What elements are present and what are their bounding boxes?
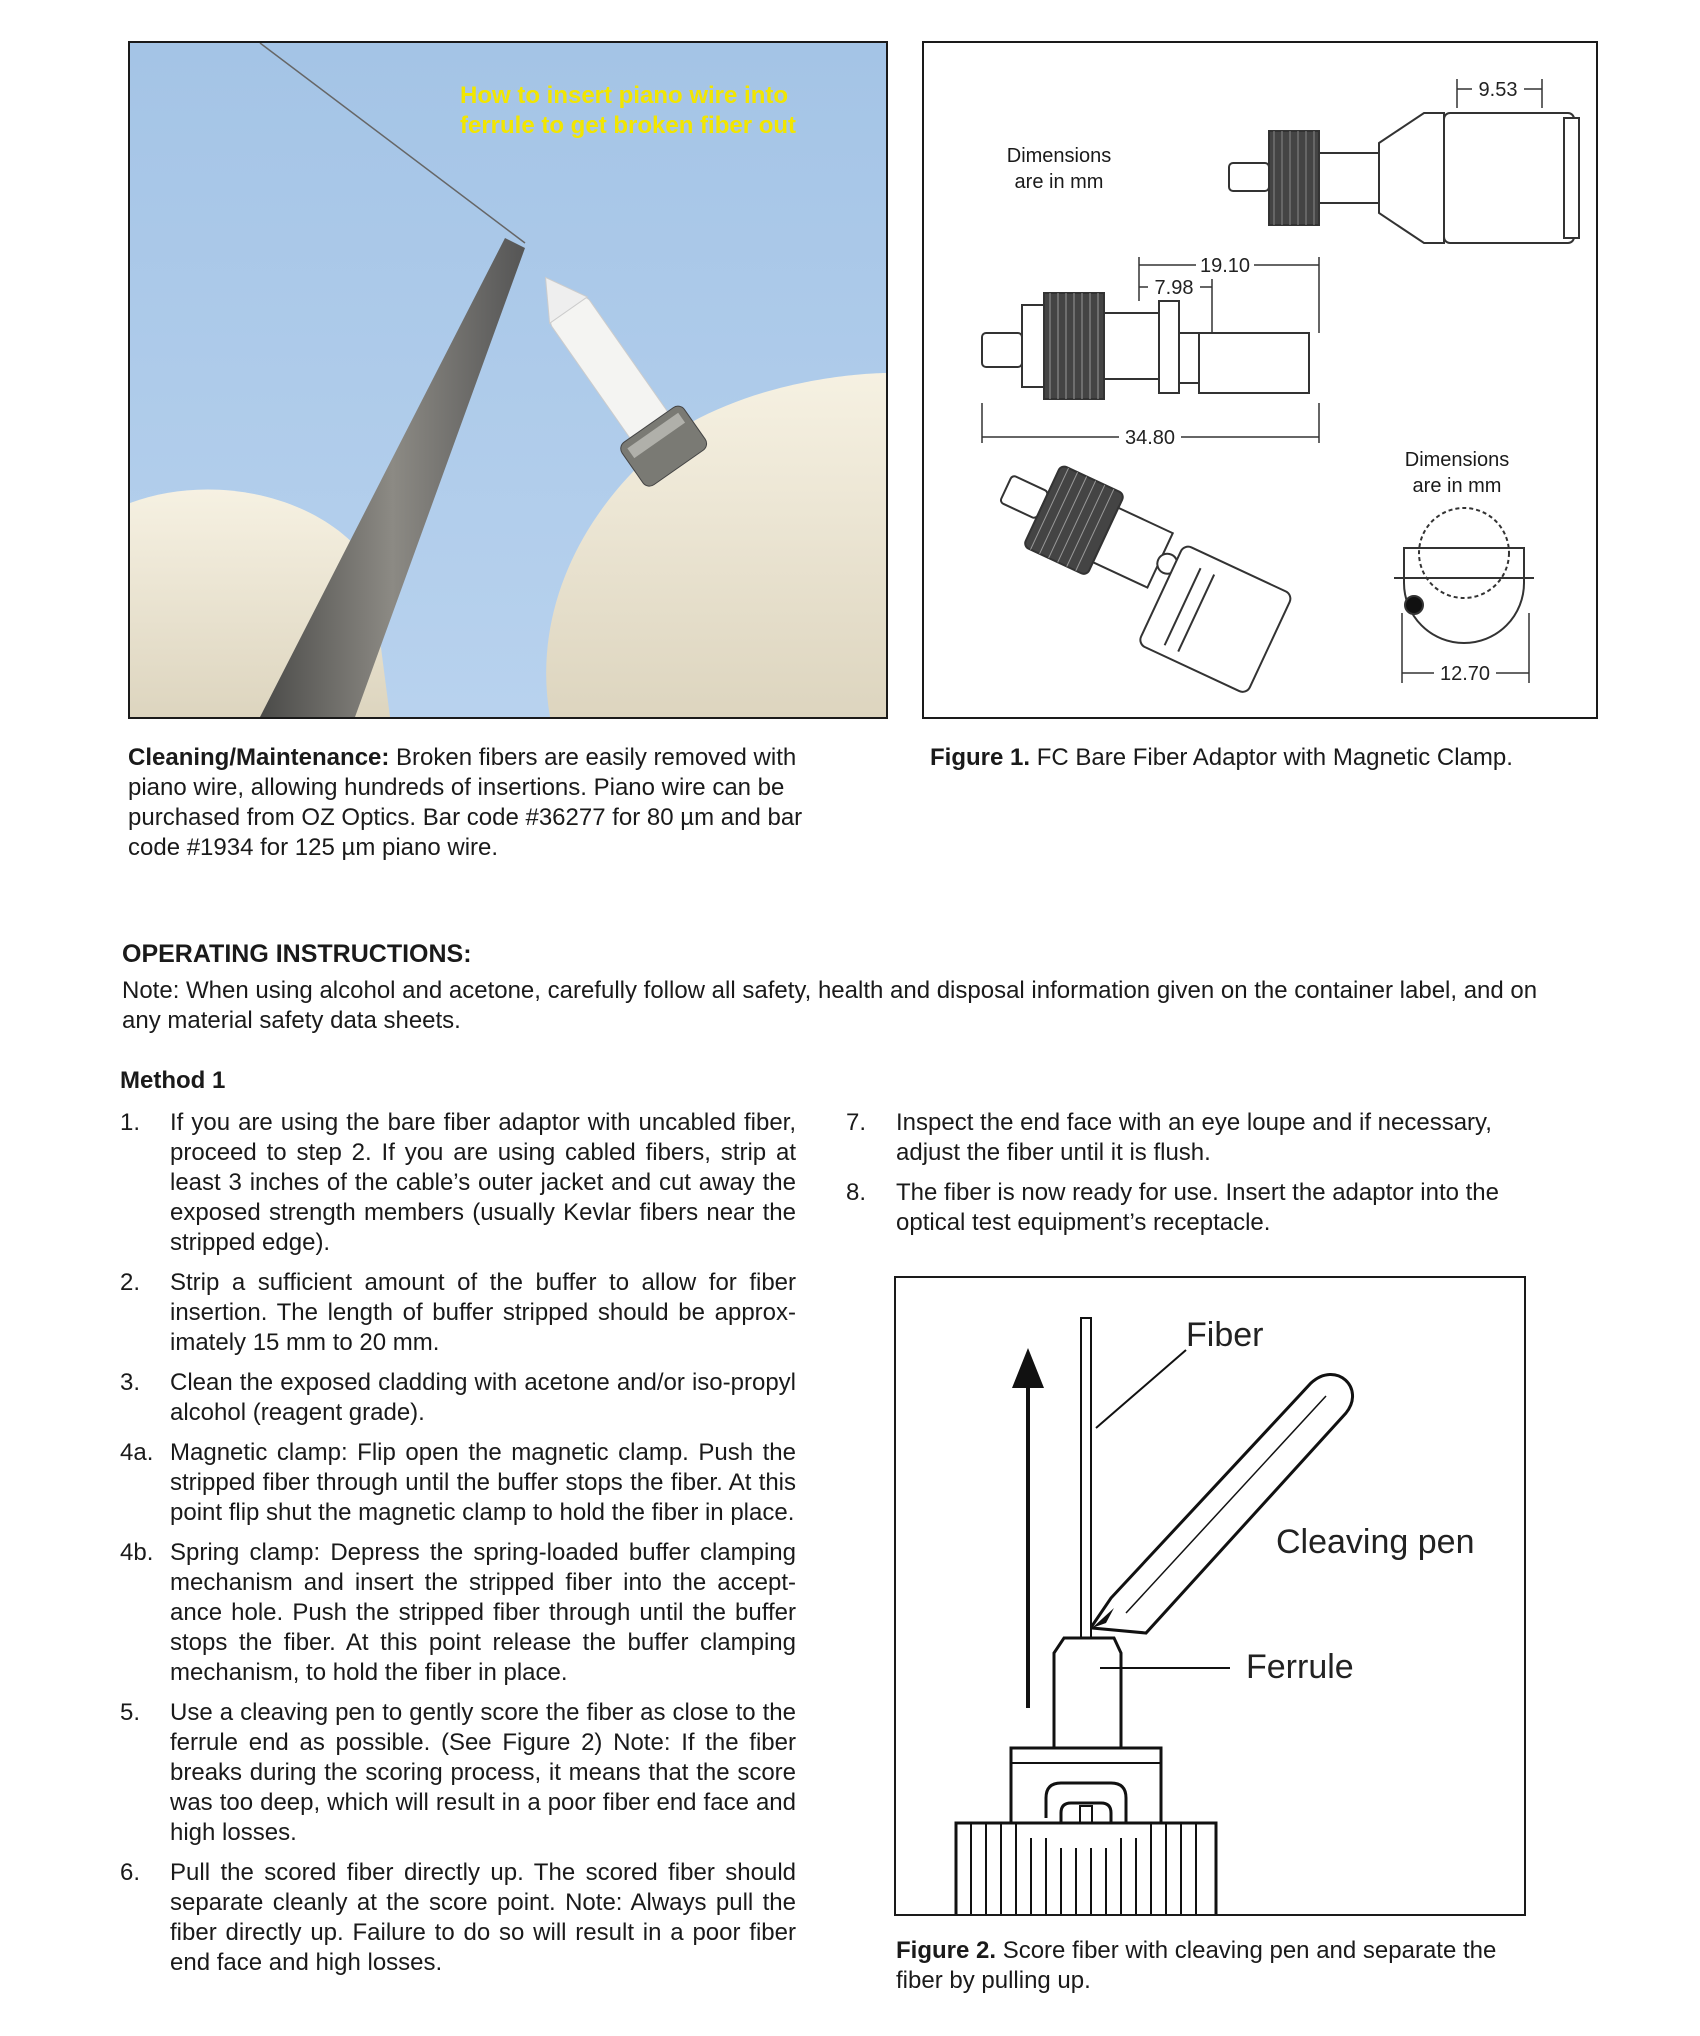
figure2-diagram [894, 1276, 1526, 1916]
dim-7-98-text: 7.98 [1154, 277, 1194, 299]
fiber-label: Fiber [1186, 1316, 1264, 1354]
step-text: The fiber is now ready for use. Insert the adaptor into the optical test equipment’s receptacle. [896, 1179, 1499, 1236]
photo-caption [460, 81, 840, 141]
ferrule [956, 1638, 1230, 1914]
step-item [120, 1858, 796, 1978]
figure2-caption [896, 1936, 1536, 1996]
figure1-diagram [922, 41, 1598, 719]
step-number: 1. [120, 1109, 141, 1136]
dimensions-label-2-line2: are in mm [1412, 475, 1502, 497]
step-item [120, 1268, 796, 1358]
step-number: 6. [120, 1859, 141, 1886]
step-number: 4b. [120, 1539, 154, 1566]
steps-left-list [120, 1108, 796, 1988]
step-text: Strip a sufficient amount of the buffer to allow for fiber insertion. The length of buffer stripped should be approx-imately 15 mm to 20 mm. [170, 1269, 796, 1356]
operating-heading: OPERATING INSTRUCTIONS: [122, 940, 472, 968]
pull-up-arrow [1012, 1348, 1044, 1708]
step-number: 3. [120, 1369, 141, 1396]
dimensions-label-1 [984, 143, 1134, 195]
step-item [846, 1108, 1526, 1168]
dimensions-label-1-line2: are in mm [1014, 171, 1104, 193]
step-item [120, 1368, 796, 1428]
ferrule-label: Ferrule [1246, 1648, 1354, 1686]
step-text: Spring clamp: Depress the spring-loaded buffer clamping mechanism and insert the stripped fiber into the accept-ance hole. Push the stripped fiber through until the buffer stops the fiber. At this point release the buffer clamping mechanism, to hold the fiber in place. [170, 1539, 796, 1686]
step-text: Pull the scored fiber directly up. The scored fiber should separate cleanly at the score point. Note: Always pull the fiber directly up. Failure to do so will result in a poor fiber end face and high losses. [170, 1859, 796, 1976]
dim-19-10-text: 19.10 [1199, 255, 1251, 277]
step-number: 8. [846, 1179, 867, 1206]
step-item [846, 1178, 1526, 1238]
figure1-caption-label: Figure 1. [930, 744, 1031, 771]
dimensions-label-1-line1: Dimensions [1006, 145, 1112, 167]
step-item [120, 1698, 796, 1848]
step-text: Clean the exposed cladding with acetone and/or iso-propyl alcohol (reagent grade). [170, 1369, 796, 1426]
adaptor-side-view [982, 293, 1309, 399]
operating-note: Note: When using alcohol and acetone, carefully follow all safety, health and disposal information given on the container label, and on any material safety data sheets. [122, 977, 1538, 1034]
step-text: Inspect the end face with an eye loupe and if necessary, adjust the fiber until it is flush. [896, 1109, 1492, 1166]
dim-9-53-text: 9.53 [1478, 79, 1518, 101]
dim-34-80 [982, 403, 1319, 450]
cleaning-caption-text: Broken fibers are easily removed with piano wire, allowing hundreds of insertions. Piano wire can be purchased from OZ Optics. Bar code #36277 for 80 µm and bar code #1934 for 125 µm piano wire. [128, 744, 803, 861]
step-number: 7. [846, 1109, 867, 1136]
step-number: 2. [120, 1269, 141, 1296]
figure1-caption-text: FC Bare Fiber Adaptor with Magnetic Clamp. [1030, 744, 1513, 771]
figure2-caption-label: Figure 2. [896, 1937, 997, 1964]
cleaving-pen-label: Cleaving pen [1276, 1523, 1475, 1561]
cleaving-pen [1092, 1374, 1353, 1633]
adaptor-perspective-view [970, 448, 1301, 695]
dimensions-label-2-line1: Dimensions [1404, 449, 1510, 471]
cleaning-caption-label: Cleaning/Maintenance: [128, 744, 390, 771]
figure1-caption [930, 743, 1600, 773]
cleaving-illustration [896, 1278, 1524, 1914]
adaptor-top-view [1229, 113, 1579, 243]
step-number: 4a. [120, 1439, 154, 1466]
dim-12-70-text: 12.70 [1439, 663, 1491, 685]
step-item [120, 1538, 796, 1688]
photo-illustration [130, 43, 886, 717]
adaptor-end-view [1394, 508, 1534, 643]
step-number: 5. [120, 1699, 141, 1726]
dim-34-80-text: 34.80 [1124, 427, 1176, 449]
step-item [120, 1438, 796, 1528]
step-item [120, 1108, 796, 1258]
step-text: Use a cleaving pen to gently score the fiber as close to the ferrule end as possible. (See Figure 2) Note: If the fiber breaks during the scoring process, it means that the score was too deep, which will result in a poor fiber end face and high losses. [170, 1699, 796, 1846]
step-text: Magnetic clamp: Flip open the magnetic clamp. Push the stripped fiber through until the buffer stops the fiber. At this point flip shut the magnetic clamp to hold the fiber in place. [170, 1439, 796, 1526]
dimensions-label-2 [1382, 447, 1532, 499]
step-text: If you are using the bare fiber adaptor with uncabled fiber, proceed to step 2. If you are using cabled fibers, strip at least 3 inches of the cable’s outer jacket and cut away the exposed strength members (usually Kevlar fibers near the stripped edge). [170, 1109, 796, 1256]
figure2-caption-text: Score fiber with cleaving pen and separate the fiber by pulling up. [896, 1937, 1497, 1994]
photo-caption-line2: ferrule to get broken fiber out [460, 112, 797, 139]
steps-right-list [846, 1108, 1526, 1248]
method-title: Method 1 [120, 1067, 226, 1094]
cleaning-caption [128, 743, 848, 863]
photo-caption-line1: How to insert piano wire into [460, 82, 789, 109]
piano-wire-photo [128, 41, 888, 719]
dim-9-53 [1457, 76, 1542, 108]
